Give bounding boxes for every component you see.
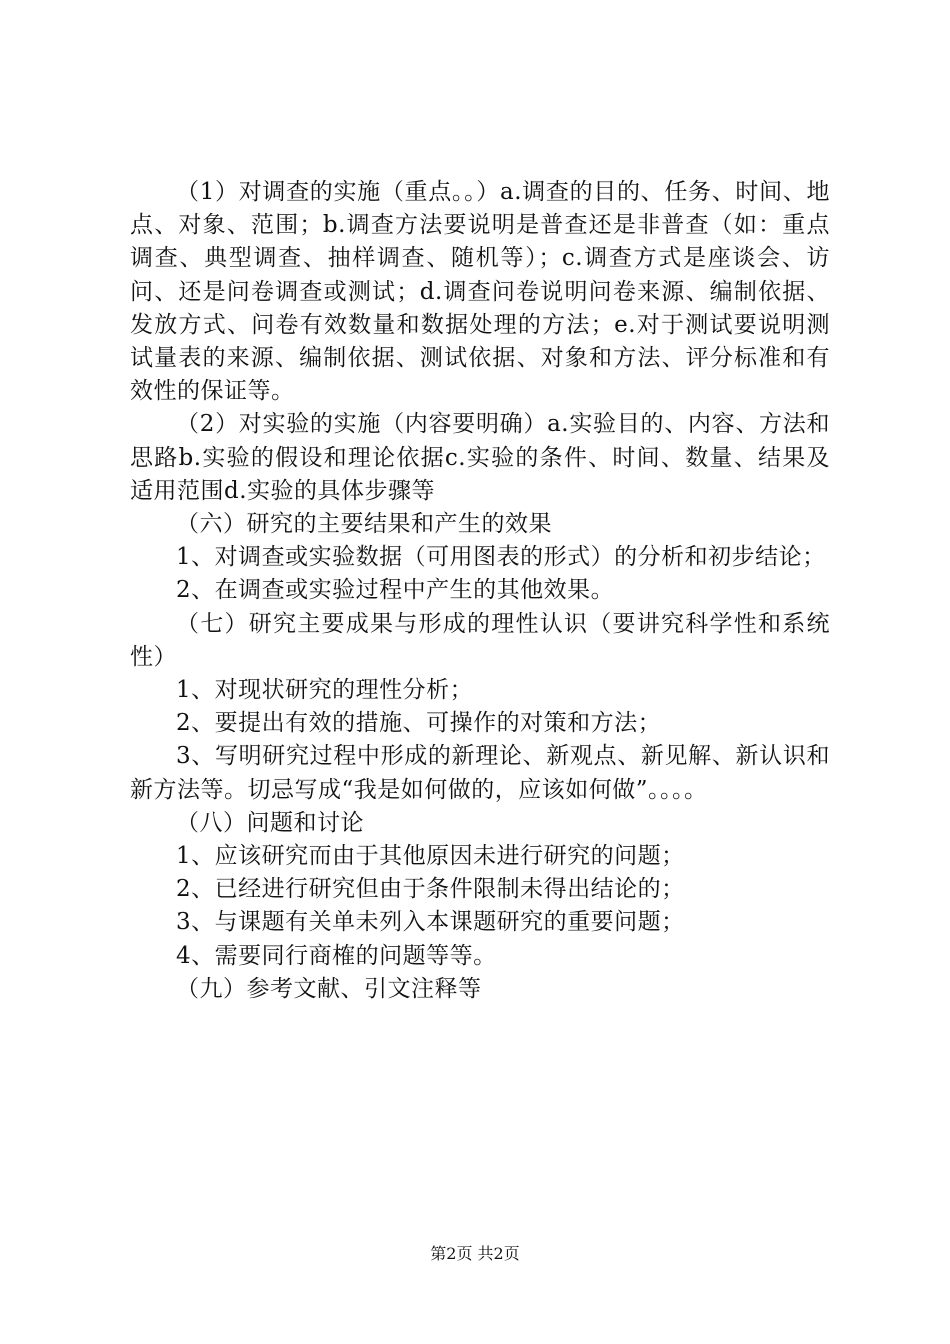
section-heading-issues: （八）问题和讨论 [176,809,364,836]
paragraph-issues-item-1: 1、应该研究而由于其他原因未进行研究的问题； [176,843,685,870]
document-body [130,176,830,1006]
paragraph-achievements-item-3: 3、写明研究过程中形成的新理论、新观点、新见解、新认识和新方法等。切忌写成“我是如何做的，应该如何做”。。。。 [130,743,830,803]
paragraph-issues-item-4: 4、需要同行商榷的问题等等。 [176,942,497,969]
paragraph-experiment-implementation: （2）对实验的实施（内容要明确）a.实验目的、内容、方法和思路b.实验的假设和理论依据c.实验的条件、时间、数量、结果及适用范围d.实验的具体步骤等 [130,411,830,504]
section-heading-references: （九）参考文献、引文注释等 [176,975,482,1002]
paragraph-issues-item-2: 2、已经进行研究但由于条件限制未得出结论的； [176,876,685,903]
paragraph-issues-item-3: 3、与课题有关单未列入本课题研究的重要问题； [176,909,685,936]
paragraph-achievements-item-2: 2、要提出有效的措施、可操作的对策和方法； [176,710,662,737]
page-number-footer: 第2页 共2页 [430,1244,520,1263]
paragraph-achievements-item-1: 1、对现状研究的理性分析； [176,677,474,704]
section-heading-results: （六）研究的主要结果和产生的效果 [176,511,552,538]
paragraph-results-item-2: 2、在调查或实验过程中产生的其他效果。 [176,577,615,604]
paragraph-results-item-1: 1、对调查或实验数据（可用图表的形式）的分析和初步结论； [176,544,826,571]
section-heading-achievements: （七）研究主要成果与形成的理性认识（要讲究科学性和系统性） [130,610,830,670]
paragraph-survey-implementation: （1）对调查的实施（重点。。）a.调查的目的、任务、时间、地点、对象、范围；b.调查方法要说明是普查还是非普查（如：重点调查、典型调查、抽样调查、随机等）；c.调查方式是座谈会、访问、还是问卷调查或测试；d.调查问卷说明问卷来源、编制依据、发放方式、问卷有效数量和数据处理的方法；e.对于测试要说明测试量表的来源、编制依据、测试依据、对象和方法、评分标准和有效性的保证等。 [130,179,830,405]
